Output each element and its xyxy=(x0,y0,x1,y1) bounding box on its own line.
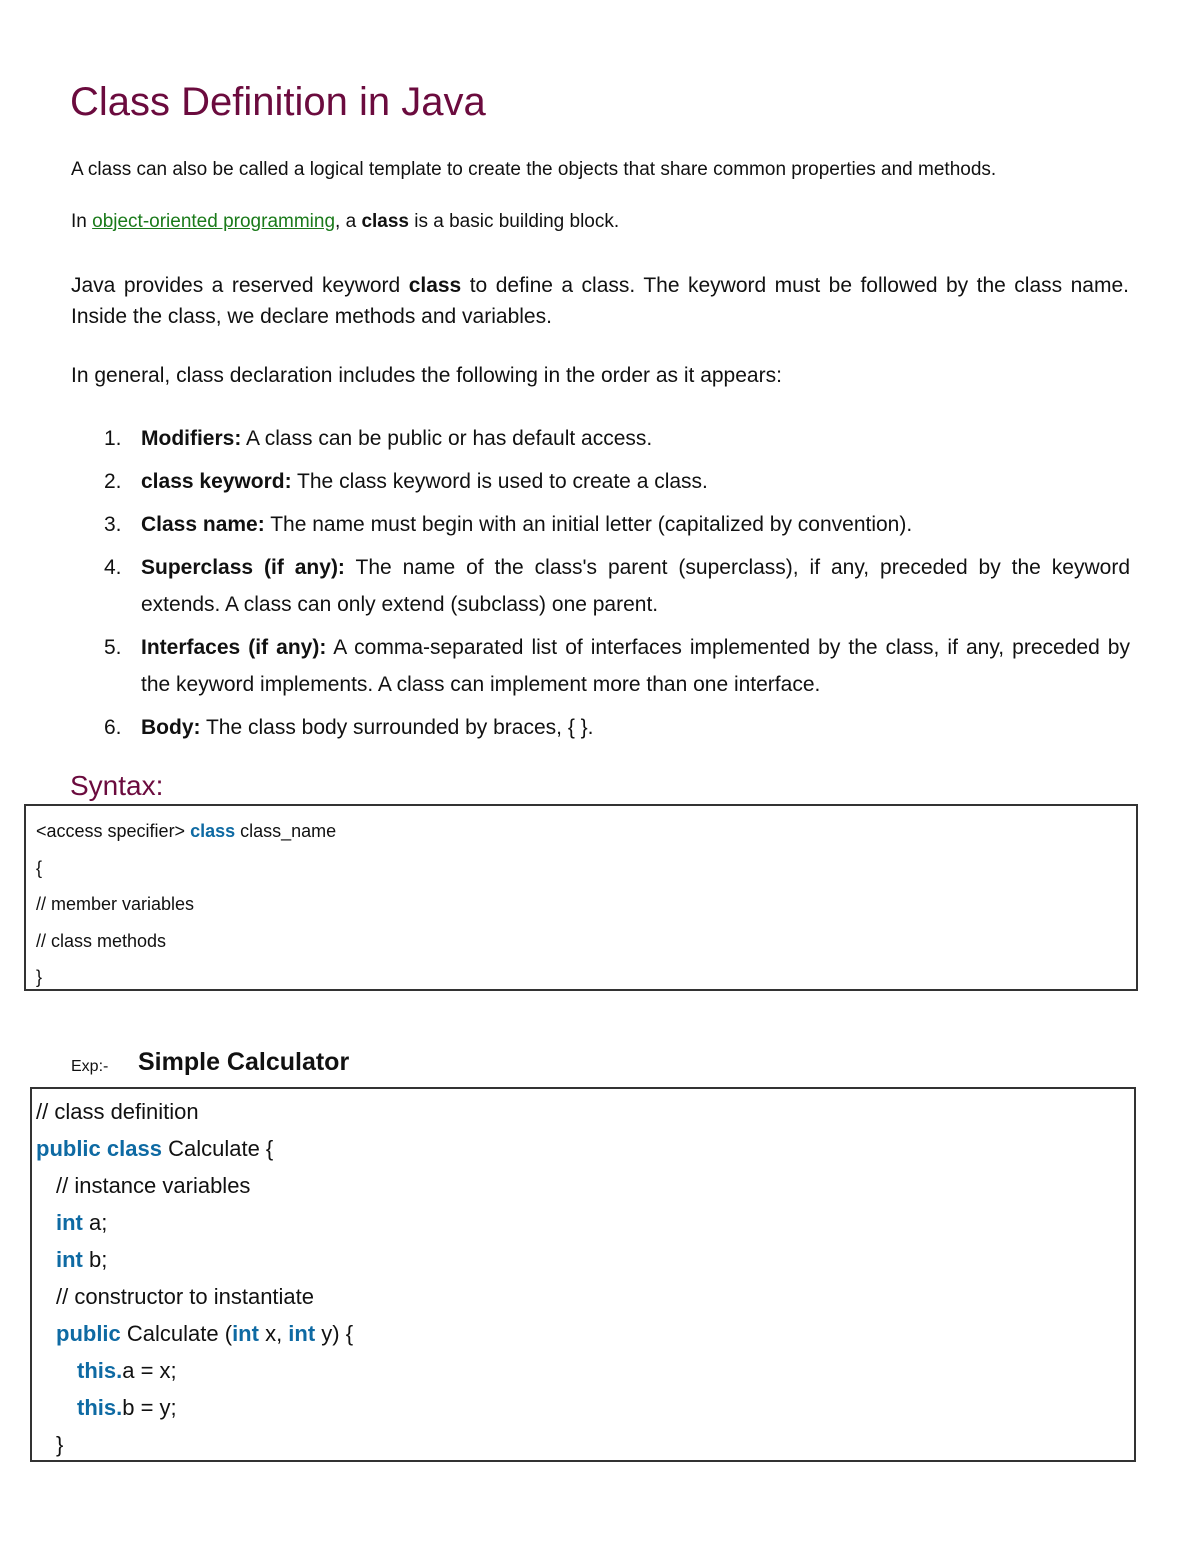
general-paragraph: In general, class declaration includes the following in the order as it appears: xyxy=(71,364,782,387)
code-assign-b-text: b = y; xyxy=(122,1395,177,1420)
list-term: Class name: xyxy=(141,513,265,536)
syntax-comment-variables: // member variables xyxy=(36,894,195,914)
list-term: Interfaces (if any): xyxy=(141,636,327,659)
code-assign-a xyxy=(77,1358,177,1384)
code-assign-a-text: a = x; xyxy=(122,1358,177,1383)
list-item xyxy=(104,709,1130,746)
list-text: The class body surrounded by braces, { }. xyxy=(200,716,594,739)
list-text: The name of the class's parent (superclass), if any, preceded by the keyword extends. A class can only extend (subclass) one parent. xyxy=(141,556,1130,616)
oop-bold: class xyxy=(361,211,409,232)
code-int-keyword: int xyxy=(288,1321,316,1346)
code-comment-constructor: // constructor to instantiate xyxy=(56,1284,315,1309)
keyword-bold: class xyxy=(408,274,462,297)
code-int-keyword: int xyxy=(232,1321,259,1346)
code-this-keyword: this. xyxy=(77,1395,123,1420)
page-title: Class Definition in Java xyxy=(70,80,486,124)
list-text: The class keyword is used to create a class. xyxy=(291,470,708,493)
code-var-b: b; xyxy=(82,1247,108,1272)
code-public-keyword: public xyxy=(36,1136,101,1161)
list-number: 5. xyxy=(104,636,122,659)
list-number: 3. xyxy=(104,513,122,536)
list-item xyxy=(104,420,1130,457)
syntax-comment-methods: // class methods xyxy=(36,931,167,951)
code-var-a: a; xyxy=(82,1210,108,1235)
syntax-class-name: class_name xyxy=(235,821,337,841)
list-text: A class can be public or has default access. xyxy=(241,427,653,450)
keyword-paragraph xyxy=(71,270,1129,332)
code-class-name: Calculate { xyxy=(161,1136,274,1161)
code-this-keyword: this. xyxy=(77,1358,123,1383)
syntax-line-5: } xyxy=(36,967,43,987)
syntax-access: <access specifier> xyxy=(36,821,191,841)
list-number: 6. xyxy=(104,716,122,739)
code-param-y: y) { xyxy=(315,1321,354,1346)
list-item xyxy=(104,463,1130,500)
list-term: class keyword: xyxy=(141,470,292,493)
oop-mid: , a xyxy=(335,211,362,232)
code-public-keyword: public xyxy=(56,1321,121,1346)
list-number: 4. xyxy=(104,556,122,579)
list-item xyxy=(104,549,1130,623)
list-text: A comma-separated list of interfaces implemented by the class, if any, preceded by the keyword implements. A class can implement more than one interface. xyxy=(141,636,1130,696)
example-label: Exp:- xyxy=(71,1058,109,1075)
syntax-line-1 xyxy=(36,821,336,842)
code-comment-instance: // instance variables xyxy=(56,1173,251,1198)
list-item xyxy=(104,506,1130,543)
list-text: The name must begin with an initial letter (capitalized by convention). xyxy=(264,513,913,536)
code-class-line xyxy=(36,1136,273,1162)
code-int-keyword: int xyxy=(56,1247,83,1272)
list-term: Body: xyxy=(141,716,201,739)
code-constructor-line xyxy=(56,1321,353,1347)
oop-paragraph xyxy=(71,211,619,233)
syntax-line-2: { xyxy=(36,858,43,878)
list-term: Superclass (if any): xyxy=(141,556,345,579)
keyword-suffix: to define a class. The keyword must be followed by the class name. Inside the class, we declare methods and variables. xyxy=(71,274,1129,328)
code-assign-b xyxy=(77,1395,177,1421)
code-param-x: x, xyxy=(258,1321,289,1346)
syntax-heading: Syntax: xyxy=(70,770,164,801)
keyword-prefix: Java provides a reserved keyword xyxy=(71,274,409,297)
code-closing-brace: } xyxy=(56,1432,64,1457)
code-int-b xyxy=(56,1247,107,1273)
list-number: 1. xyxy=(104,427,122,450)
code-int-keyword: int xyxy=(56,1210,83,1235)
list-number: 2. xyxy=(104,470,122,493)
syntax-class-keyword: class xyxy=(190,821,236,841)
declaration-list xyxy=(104,420,1130,746)
list-term: Modifiers: xyxy=(141,427,242,450)
example-code-box xyxy=(30,1087,1136,1462)
code-constructor-name: Calculate ( xyxy=(120,1321,233,1346)
syntax-code-box xyxy=(24,804,1138,991)
oop-suffix: is a basic building block. xyxy=(408,211,620,232)
example-title: Simple Calculator xyxy=(138,1048,350,1076)
list-item xyxy=(104,629,1130,703)
oop-prefix: In xyxy=(71,211,93,232)
oop-link[interactable]: object-oriented programming xyxy=(92,211,336,232)
code-comment-definition: // class definition xyxy=(36,1099,199,1124)
intro-paragraph: A class can also be called a logical template to create the objects that share common properties and methods. xyxy=(71,159,997,180)
code-int-a xyxy=(56,1210,107,1236)
code-class-keyword: class xyxy=(106,1136,162,1161)
